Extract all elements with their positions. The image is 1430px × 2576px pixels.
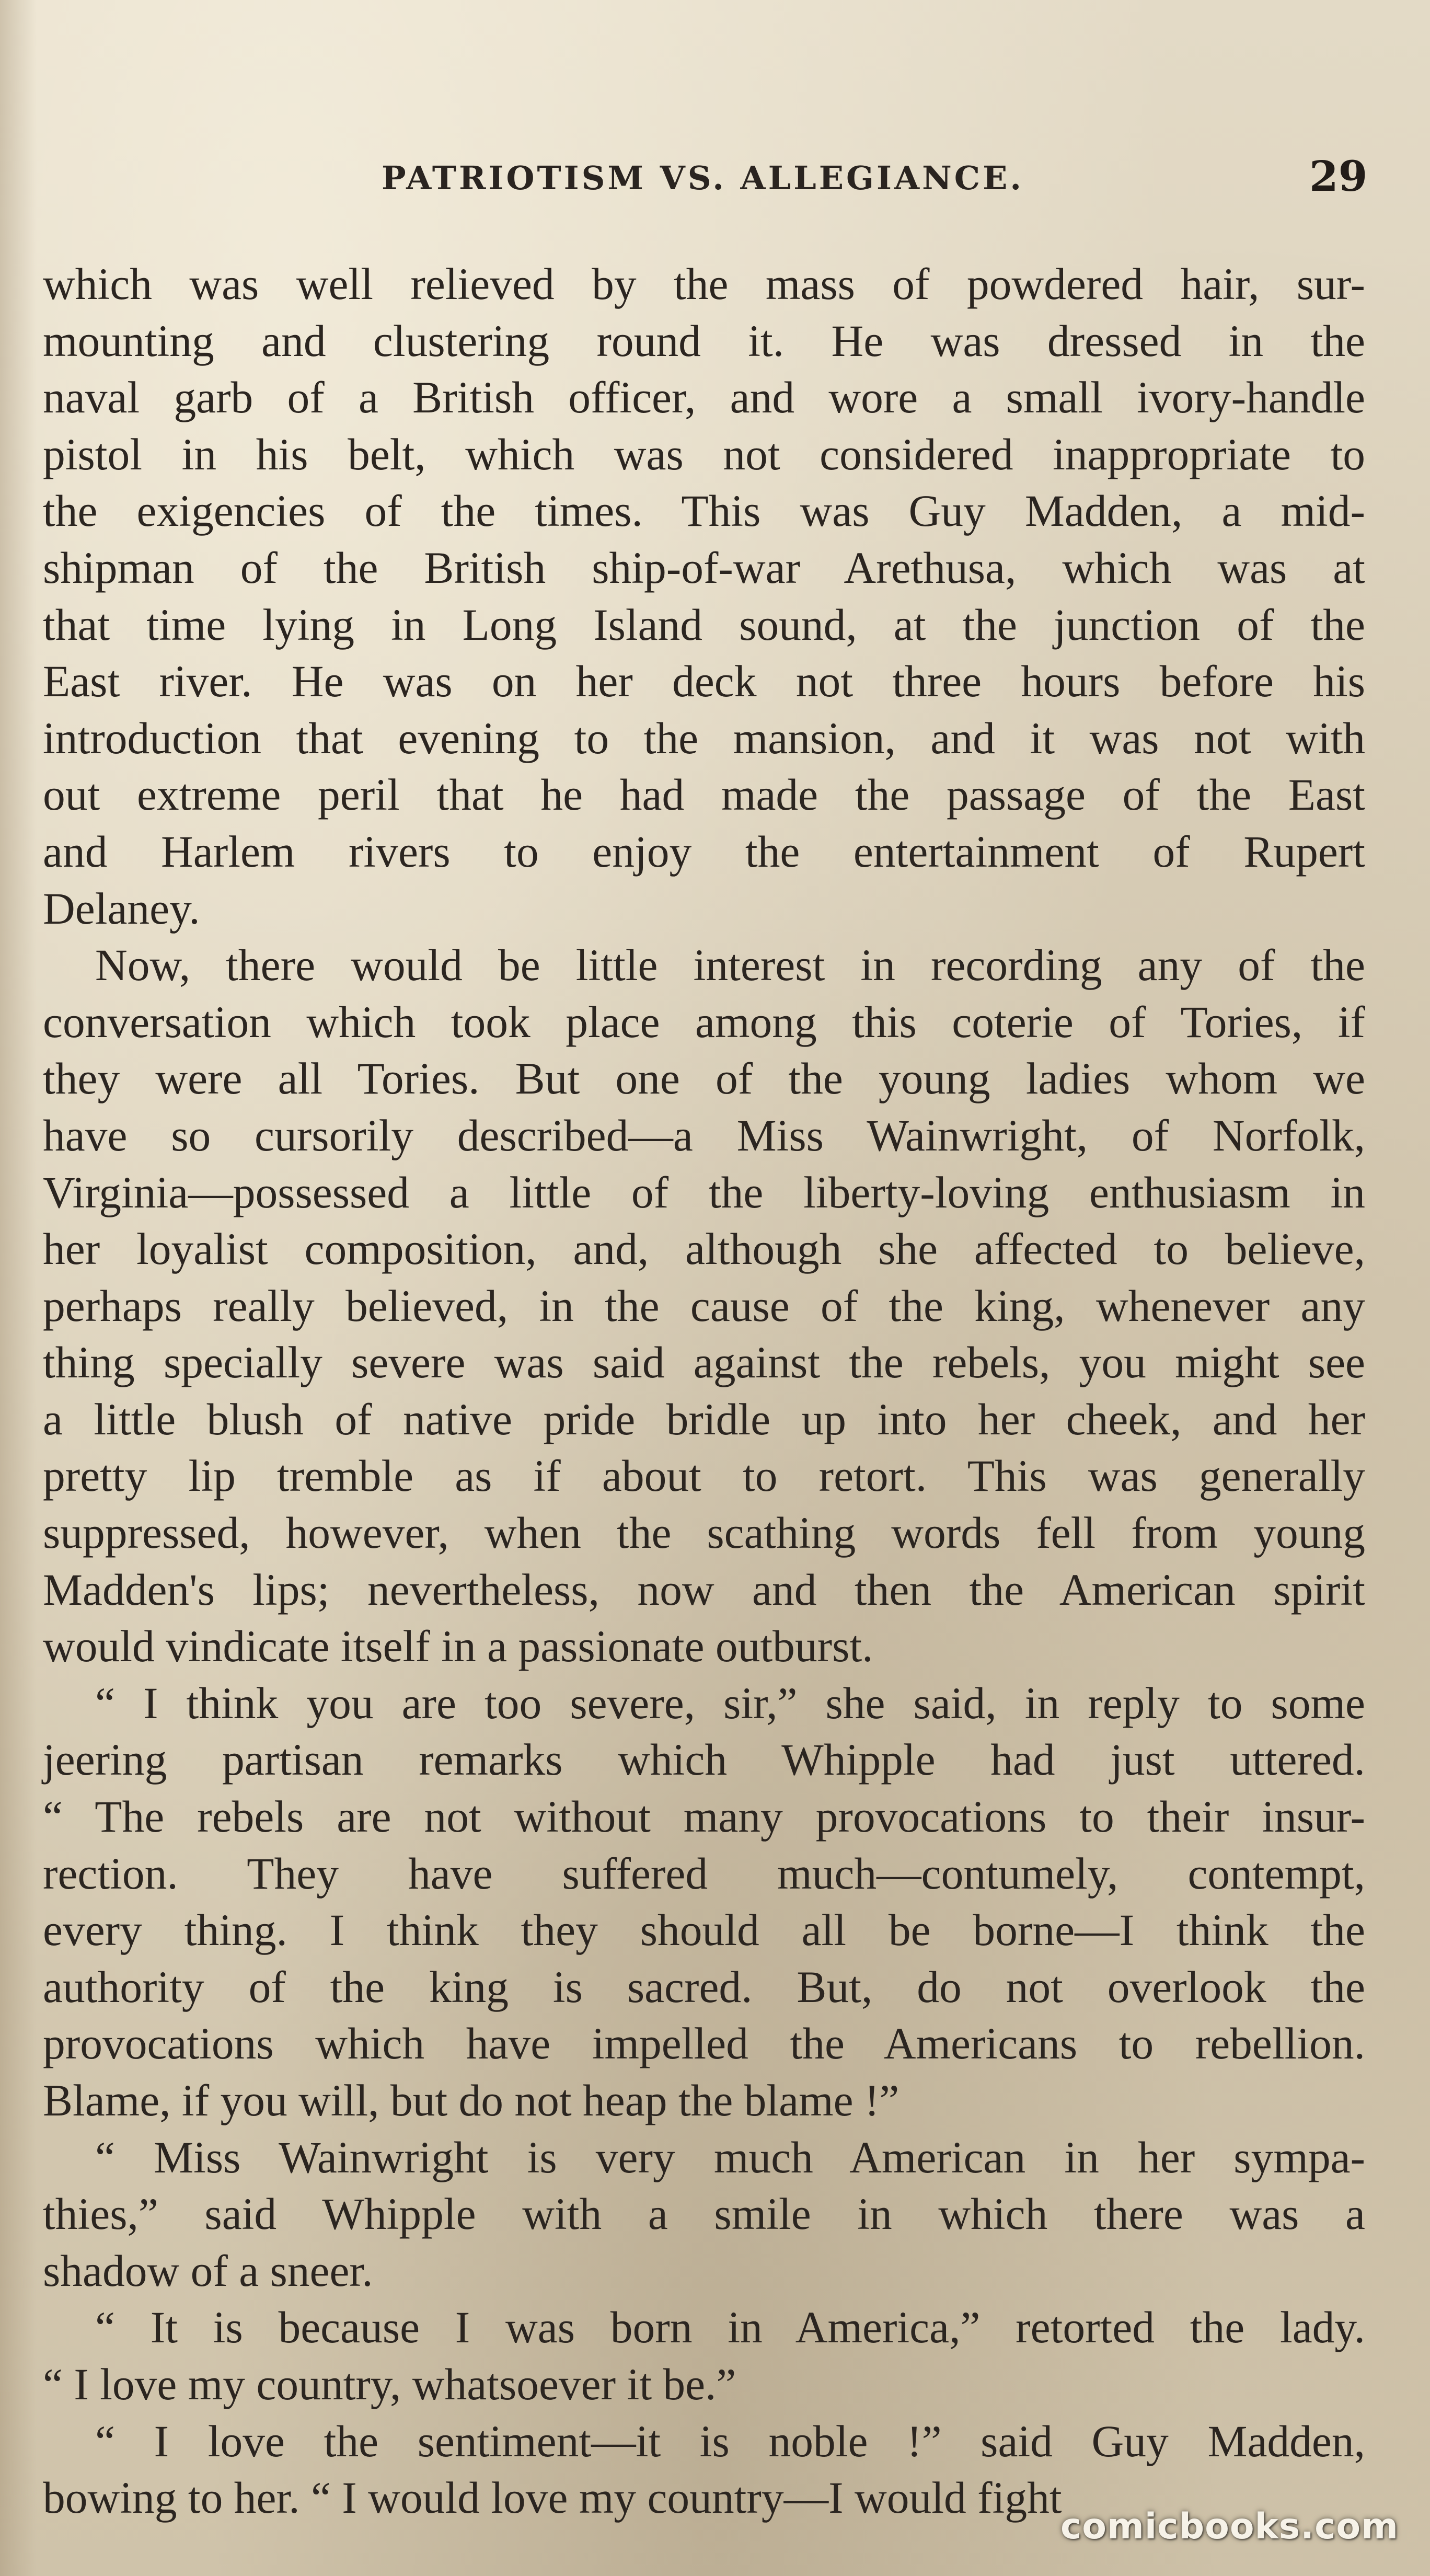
page-number: 29 — [1309, 152, 1368, 201]
page-gutter-shadow — [0, 0, 37, 2576]
text-line: provocations which have impelled the Americans to rebellion. — [43, 2019, 1365, 2069]
text-line: perhaps really believed, in the cause of the king, whenever any — [43, 1281, 1365, 1331]
text-line: Now, there would be little interest in recording any of the — [95, 941, 1365, 991]
paragraph — [43, 256, 1365, 937]
text-line: authority of the king is sacred. But, do not overlook the — [43, 1962, 1365, 2012]
text-line: and Harlem rivers to enjoy the entertainment of Rupert — [43, 827, 1365, 877]
text-line: pretty lip tremble as if about to retort. This was generally — [43, 1452, 1365, 1501]
paragraph — [43, 1675, 1365, 2130]
body-text — [43, 256, 1365, 2527]
text-line: “ The rebels are not without many provocations to their insur- — [43, 1792, 1365, 1842]
text-line: “ It is because I was born in America,” retorted the lady. — [95, 2303, 1365, 2353]
text-line: “ I love my country, whatsoever it be.” — [43, 2360, 736, 2409]
text-line: naval garb of a British officer, and wore a small ivory-handle — [43, 373, 1365, 423]
text-line: Virginia—possessed a little of the liberty-loving enthusiasm in — [43, 1168, 1365, 1217]
text-line: bowing to her. “ I would love my country—I would fight — [43, 2474, 1062, 2523]
page-header — [0, 152, 1430, 214]
text-line: “ I think you are too severe, sir,” she said, in reply to some — [95, 1678, 1365, 1728]
text-line: that time lying in Long Island sound, at the junction of the — [43, 600, 1365, 650]
text-line: shipman of the British ship-of-war Arethusa, which was at — [43, 543, 1365, 593]
text-line: a little blush of native pride bridle up into her cheek, and her — [43, 1395, 1365, 1444]
running-head: PATRIOTISM VS. ALLEGIANCE. — [382, 159, 1024, 197]
text-line: her loyalist composition, and, although she affected to believe, — [43, 1225, 1365, 1274]
text-line: they were all Tories. But one of the young ladies whom we — [43, 1054, 1365, 1104]
text-line: the exigencies of the times. This was Guy Madden, a mid- — [43, 487, 1365, 536]
text-line: introduction that evening to the mansion, and it was not with — [43, 714, 1365, 763]
text-line: every thing. I think they should all be borne—I think the — [43, 1906, 1365, 1956]
text-line: “ I love the sentiment—it is noble !” said Guy Madden, — [95, 2417, 1365, 2466]
text-line: East river. He was on her deck not three hours before his — [43, 657, 1365, 707]
text-line: which was well relieved by the mass of powdered hair, sur- — [43, 260, 1365, 309]
text-line: have so cursorily described—a Miss Wainwright, of Norfolk, — [43, 1111, 1365, 1160]
text-line: suppressed, however, when the scathing words fell from young — [43, 1509, 1365, 1558]
text-line: jeering partisan remarks which Whipple had just uttered. — [43, 1735, 1365, 1785]
text-line: out extreme peril that he had made the passage of the East — [43, 770, 1365, 820]
paragraph — [43, 2299, 1365, 2413]
text-line: “ Miss Wainwright is very much American in her sympa- — [95, 2133, 1365, 2182]
text-line: would vindicate itself in a passionate outburst. — [43, 1622, 873, 1672]
watermark: comicbooks.com — [1060, 2506, 1399, 2547]
text-line: conversation which took place among this coterie of Tories, if — [43, 997, 1365, 1047]
text-line: shadow of a sneer. — [43, 2246, 373, 2296]
text-line: Madden's lips; nevertheless, now and then the American spirit — [43, 1565, 1365, 1615]
text-line: mounting and clustering round it. He was dressed in the — [43, 316, 1365, 366]
text-line: pistol in his belt, which was not considered inappropriate to — [43, 430, 1365, 479]
paragraph — [43, 2130, 1365, 2300]
text-line: rection. They have suffered much—contumely, contempt, — [43, 1849, 1365, 1899]
text-line: thing specially severe was said against the rebels, you might see — [43, 1338, 1365, 1388]
text-line: thies,” said Whipple with a smile in which there was a — [43, 2190, 1365, 2239]
text-line: Blame, if you will, but do not heap the blame !” — [43, 2076, 899, 2125]
paragraph — [43, 937, 1365, 1675]
text-line: Delaney. — [43, 884, 200, 934]
